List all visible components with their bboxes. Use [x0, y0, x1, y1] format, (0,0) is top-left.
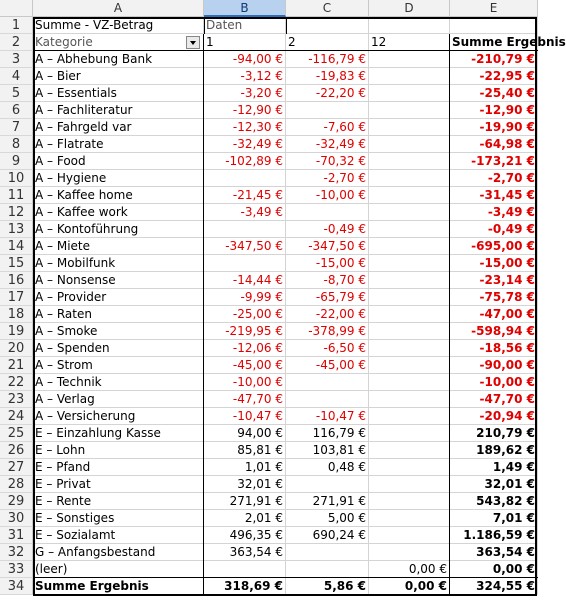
value-cell[interactable]: -65,79 €: [286, 289, 369, 306]
category-cell[interactable]: E – Einzahlung Kasse: [33, 425, 204, 442]
row-header[interactable]: 27: [0, 459, 33, 476]
column-value-header[interactable]: 1: [204, 34, 286, 51]
row-header[interactable]: 22: [0, 374, 33, 391]
row-header[interactable]: 7: [0, 119, 33, 136]
value-cell[interactable]: -12,30 €: [204, 119, 286, 136]
category-cell[interactable]: E – Sozialamt: [33, 527, 204, 544]
value-cell[interactable]: -32,49 €: [204, 136, 286, 153]
row-header[interactable]: 34: [0, 578, 33, 595]
empty-cell[interactable]: [450, 17, 538, 34]
data-header-box: [286, 17, 287, 34]
value-cell[interactable]: -64,98 €: [450, 136, 538, 153]
value-cell[interactable]: -22,95 €: [450, 68, 538, 85]
value-cell[interactable]: [369, 476, 450, 493]
value-cell[interactable]: -10,00 €: [204, 374, 286, 391]
value-cell[interactable]: [369, 136, 450, 153]
category-cell[interactable]: A – Miete: [33, 238, 204, 255]
value-cell[interactable]: -47,70 €: [204, 391, 286, 408]
row-header[interactable]: 28: [0, 476, 33, 493]
category-cell[interactable]: A – Technik: [33, 374, 204, 391]
value-cell[interactable]: 1,49 €: [450, 459, 538, 476]
value-cell[interactable]: -102,89 €: [204, 153, 286, 170]
value-cell[interactable]: [369, 374, 450, 391]
value-cell[interactable]: 2,01 €: [204, 510, 286, 527]
value-cell[interactable]: -173,21 €: [450, 153, 538, 170]
row-header[interactable]: 13: [0, 221, 33, 238]
value-cell[interactable]: -25,00 €: [204, 306, 286, 323]
row-header[interactable]: 30: [0, 510, 33, 527]
value-cell[interactable]: -210,79 €: [450, 51, 538, 68]
row-header[interactable]: 32: [0, 544, 33, 561]
value-cell[interactable]: [369, 510, 450, 527]
row-header[interactable]: 31: [0, 527, 33, 544]
value-cell[interactable]: 210,79 €: [450, 425, 538, 442]
row-header[interactable]: 23: [0, 391, 33, 408]
category-cell[interactable]: A – Essentials: [33, 85, 204, 102]
value-cell[interactable]: -2,70 €: [286, 170, 369, 187]
category-cell[interactable]: A – Kaffee home: [33, 187, 204, 204]
value-cell[interactable]: [369, 306, 450, 323]
value-cell[interactable]: [286, 204, 369, 221]
value-cell[interactable]: [369, 119, 450, 136]
value-cell[interactable]: 496,35 €: [204, 527, 286, 544]
value-cell[interactable]: -22,00 €: [286, 306, 369, 323]
value-cell[interactable]: 5,00 €: [286, 510, 369, 527]
category-cell[interactable]: A – Bier: [33, 68, 204, 85]
value-cell[interactable]: [369, 323, 450, 340]
category-cell[interactable]: E – Pfand: [33, 459, 204, 476]
row-header[interactable]: 6: [0, 102, 33, 119]
value-cell[interactable]: -219,95 €: [204, 323, 286, 340]
total-column-header[interactable]: Summe Ergebnis: [452, 35, 566, 49]
value-cell[interactable]: [369, 187, 450, 204]
value-cell[interactable]: -8,70 €: [286, 272, 369, 289]
value-cell[interactable]: [369, 527, 450, 544]
value-cell[interactable]: [369, 408, 450, 425]
value-cell[interactable]: [369, 357, 450, 374]
value-cell[interactable]: -3,12 €: [204, 68, 286, 85]
category-cell[interactable]: G – Anfangsbestand: [33, 544, 204, 561]
empty-cell[interactable]: [369, 17, 450, 34]
pivot-data-label[interactable]: Daten: [204, 17, 286, 34]
column-value-header[interactable]: 12: [369, 34, 450, 51]
row-header[interactable]: 33: [0, 561, 33, 578]
value-cell[interactable]: -695,00 €: [450, 238, 538, 255]
value-cell[interactable]: -45,00 €: [286, 357, 369, 374]
filter-dropdown-button[interactable]: [186, 36, 200, 49]
value-cell[interactable]: 271,91 €: [204, 493, 286, 510]
value-cell[interactable]: [369, 340, 450, 357]
value-cell[interactable]: [369, 68, 450, 85]
value-cell[interactable]: [369, 204, 450, 221]
category-cell[interactable]: A – Raten: [33, 306, 204, 323]
empty-cell[interactable]: [286, 17, 369, 34]
value-cell[interactable]: -47,00 €: [450, 306, 538, 323]
category-cell[interactable]: E – Rente: [33, 493, 204, 510]
row-header[interactable]: 16: [0, 272, 33, 289]
category-cell[interactable]: E – Lohn: [33, 442, 204, 459]
value-cell[interactable]: [369, 442, 450, 459]
value-cell[interactable]: -10,47 €: [286, 408, 369, 425]
category-cell[interactable]: A – Food: [33, 153, 204, 170]
value-cell[interactable]: -15,00 €: [450, 255, 538, 272]
category-cell[interactable]: A – Kontoführung: [33, 221, 204, 238]
value-cell[interactable]: [369, 272, 450, 289]
column-header-d[interactable]: D: [369, 0, 450, 17]
value-cell[interactable]: -378,99 €: [286, 323, 369, 340]
row-header[interactable]: 29: [0, 493, 33, 510]
value-cell[interactable]: [204, 221, 286, 238]
value-cell[interactable]: -45,00 €: [204, 357, 286, 374]
category-cell[interactable]: A – Smoke: [33, 323, 204, 340]
category-cell[interactable]: A – Fachliteratur: [33, 102, 204, 119]
value-cell[interactable]: [286, 561, 369, 578]
column-header-c[interactable]: C: [286, 0, 369, 17]
value-cell[interactable]: [204, 561, 286, 578]
value-cell[interactable]: -12,90 €: [450, 102, 538, 119]
row-header[interactable]: 11: [0, 187, 33, 204]
value-cell[interactable]: -0,49 €: [286, 221, 369, 238]
column-header-b[interactable]: B: [204, 0, 286, 17]
value-cell[interactable]: [286, 374, 369, 391]
value-cell[interactable]: [204, 170, 286, 187]
value-cell[interactable]: 32,01 €: [450, 476, 538, 493]
row-header[interactable]: 14: [0, 238, 33, 255]
grand-total-cell[interactable]: 0,00 €: [369, 578, 450, 595]
value-cell[interactable]: [369, 289, 450, 306]
value-cell[interactable]: 85,81 €: [204, 442, 286, 459]
value-cell[interactable]: [369, 102, 450, 119]
value-cell[interactable]: -7,60 €: [286, 119, 369, 136]
value-cell[interactable]: 0,00 €: [369, 561, 450, 578]
row-header[interactable]: 10: [0, 170, 33, 187]
row-header[interactable]: 17: [0, 289, 33, 306]
category-cell[interactable]: E – Privat: [33, 476, 204, 493]
value-cell[interactable]: [369, 255, 450, 272]
value-cell[interactable]: 189,62 €: [450, 442, 538, 459]
value-cell[interactable]: [369, 85, 450, 102]
row-header[interactable]: 15: [0, 255, 33, 272]
row-header[interactable]: 9: [0, 153, 33, 170]
value-cell[interactable]: -19,83 €: [286, 68, 369, 85]
value-cell[interactable]: -12,06 €: [204, 340, 286, 357]
value-cell[interactable]: -75,78 €: [450, 289, 538, 306]
value-cell[interactable]: 94,00 €: [204, 425, 286, 442]
category-cell[interactable]: A – Kaffee work: [33, 204, 204, 221]
row-header[interactable]: 19: [0, 323, 33, 340]
label-column-separator: [203, 34, 204, 595]
total-row-separator: [33, 577, 538, 578]
value-cell[interactable]: [286, 476, 369, 493]
row-header[interactable]: 3: [0, 51, 33, 68]
value-cell[interactable]: -21,45 €: [204, 187, 286, 204]
row-header[interactable]: 25: [0, 425, 33, 442]
value-cell[interactable]: 7,01 €: [450, 510, 538, 527]
category-cell[interactable]: E – Sonstiges: [33, 510, 204, 527]
grand-total-label[interactable]: Summe Ergebnis: [33, 578, 204, 595]
value-cell[interactable]: -12,90 €: [204, 102, 286, 119]
select-all-corner[interactable]: [0, 0, 33, 17]
value-cell[interactable]: -70,32 €: [286, 153, 369, 170]
value-cell[interactable]: -347,50 €: [204, 238, 286, 255]
category-cell[interactable]: A – Verlag: [33, 391, 204, 408]
row-header[interactable]: 12: [0, 204, 33, 221]
value-cell[interactable]: [369, 544, 450, 561]
value-cell[interactable]: [369, 153, 450, 170]
row-field-header[interactable]: Kategorie: [33, 34, 204, 51]
value-cell[interactable]: -47,70 €: [450, 391, 538, 408]
row-header[interactable]: 5: [0, 85, 33, 102]
category-cell[interactable]: A – Mobilfunk: [33, 255, 204, 272]
value-cell[interactable]: -598,94 €: [450, 323, 538, 340]
value-cell[interactable]: [369, 493, 450, 510]
value-cell[interactable]: -94,00 €: [204, 51, 286, 68]
value-cell[interactable]: -90,00 €: [450, 357, 538, 374]
row-header[interactable]: 24: [0, 408, 33, 425]
category-cell[interactable]: A – Versicherung: [33, 408, 204, 425]
category-cell[interactable]: A – Fahrgeld var: [33, 119, 204, 136]
category-cell[interactable]: A – Hygiene: [33, 170, 204, 187]
value-cell[interactable]: [286, 544, 369, 561]
value-cell[interactable]: -6,50 €: [286, 340, 369, 357]
category-cell[interactable]: A – Spenden: [33, 340, 204, 357]
value-cell[interactable]: -10,47 €: [204, 408, 286, 425]
value-cell[interactable]: 103,81 €: [286, 442, 369, 459]
value-cell[interactable]: [286, 102, 369, 119]
value-cell[interactable]: -14,44 €: [204, 272, 286, 289]
value-cell[interactable]: [286, 391, 369, 408]
row-header[interactable]: 4: [0, 68, 33, 85]
total-column-separator: [449, 34, 450, 595]
row-header[interactable]: 2: [0, 34, 33, 51]
category-cell[interactable]: A – Nonsense: [33, 272, 204, 289]
value-cell[interactable]: 363,54 €: [204, 544, 286, 561]
value-cell[interactable]: -18,56 €: [450, 340, 538, 357]
value-cell[interactable]: -23,14 €: [450, 272, 538, 289]
pivot-title[interactable]: Summe - VZ-Betrag: [33, 17, 204, 34]
value-cell[interactable]: -116,79 €: [286, 51, 369, 68]
category-cell[interactable]: A – Strom: [33, 357, 204, 374]
value-cell[interactable]: -32,49 €: [286, 136, 369, 153]
value-cell[interactable]: 690,24 €: [286, 527, 369, 544]
value-cell[interactable]: 0,00 €: [450, 561, 538, 578]
category-cell[interactable]: A – Flatrate: [33, 136, 204, 153]
value-cell[interactable]: [369, 459, 450, 476]
row-header[interactable]: 20: [0, 340, 33, 357]
row-header[interactable]: 26: [0, 442, 33, 459]
value-cell[interactable]: -3,20 €: [204, 85, 286, 102]
column-header-a[interactable]: A: [33, 0, 204, 17]
row-header[interactable]: 21: [0, 357, 33, 374]
category-cell[interactable]: A – Abhebung Bank: [33, 51, 204, 68]
value-cell[interactable]: 32,01 €: [204, 476, 286, 493]
category-cell[interactable]: (leer): [33, 561, 204, 578]
value-cell[interactable]: 0,48 €: [286, 459, 369, 476]
header-separator: [33, 50, 538, 51]
value-cell[interactable]: [369, 51, 450, 68]
category-cell[interactable]: A – Provider: [33, 289, 204, 306]
value-cell[interactable]: -3,49 €: [450, 204, 538, 221]
row-header[interactable]: 8: [0, 136, 33, 153]
value-cell[interactable]: [369, 391, 450, 408]
value-cell[interactable]: 1.186,59 €: [450, 527, 538, 544]
value-cell[interactable]: -2,70 €: [450, 170, 538, 187]
value-cell[interactable]: -19,90 €: [450, 119, 538, 136]
value-cell[interactable]: [369, 170, 450, 187]
value-cell[interactable]: -10,00 €: [450, 374, 538, 391]
value-cell[interactable]: 116,79 €: [286, 425, 369, 442]
row-header[interactable]: 1: [0, 17, 33, 34]
grand-total-cell[interactable]: 5,86 €: [286, 578, 369, 595]
value-cell[interactable]: -31,45 €: [450, 187, 538, 204]
value-cell[interactable]: -9,99 €: [204, 289, 286, 306]
value-cell[interactable]: -347,50 €: [286, 238, 369, 255]
value-cell[interactable]: [204, 255, 286, 272]
data-header-box: [204, 17, 286, 18]
value-cell[interactable]: -3,49 €: [204, 204, 286, 221]
value-cell[interactable]: -22,20 €: [286, 85, 369, 102]
value-cell[interactable]: -25,40 €: [450, 85, 538, 102]
column-value-header[interactable]: 2: [286, 34, 369, 51]
value-cell[interactable]: -0,49 €: [450, 221, 538, 238]
grand-total-cell[interactable]: 318,69 €: [204, 578, 286, 595]
data-header-box: [204, 17, 205, 34]
value-cell[interactable]: 363,54 €: [450, 544, 538, 561]
grand-total-cell[interactable]: 324,55 €: [450, 578, 538, 595]
row-header[interactable]: 18: [0, 306, 33, 323]
value-cell[interactable]: 543,82 €: [450, 493, 538, 510]
value-cell[interactable]: [369, 238, 450, 255]
value-cell[interactable]: -10,00 €: [286, 187, 369, 204]
value-cell[interactable]: -15,00 €: [286, 255, 369, 272]
value-cell[interactable]: -20,94 €: [450, 408, 538, 425]
column-header-e[interactable]: E: [450, 0, 538, 17]
value-cell[interactable]: 271,91 €: [286, 493, 369, 510]
value-cell[interactable]: 1,01 €: [204, 459, 286, 476]
value-cell[interactable]: [369, 425, 450, 442]
value-cell[interactable]: [369, 221, 450, 238]
